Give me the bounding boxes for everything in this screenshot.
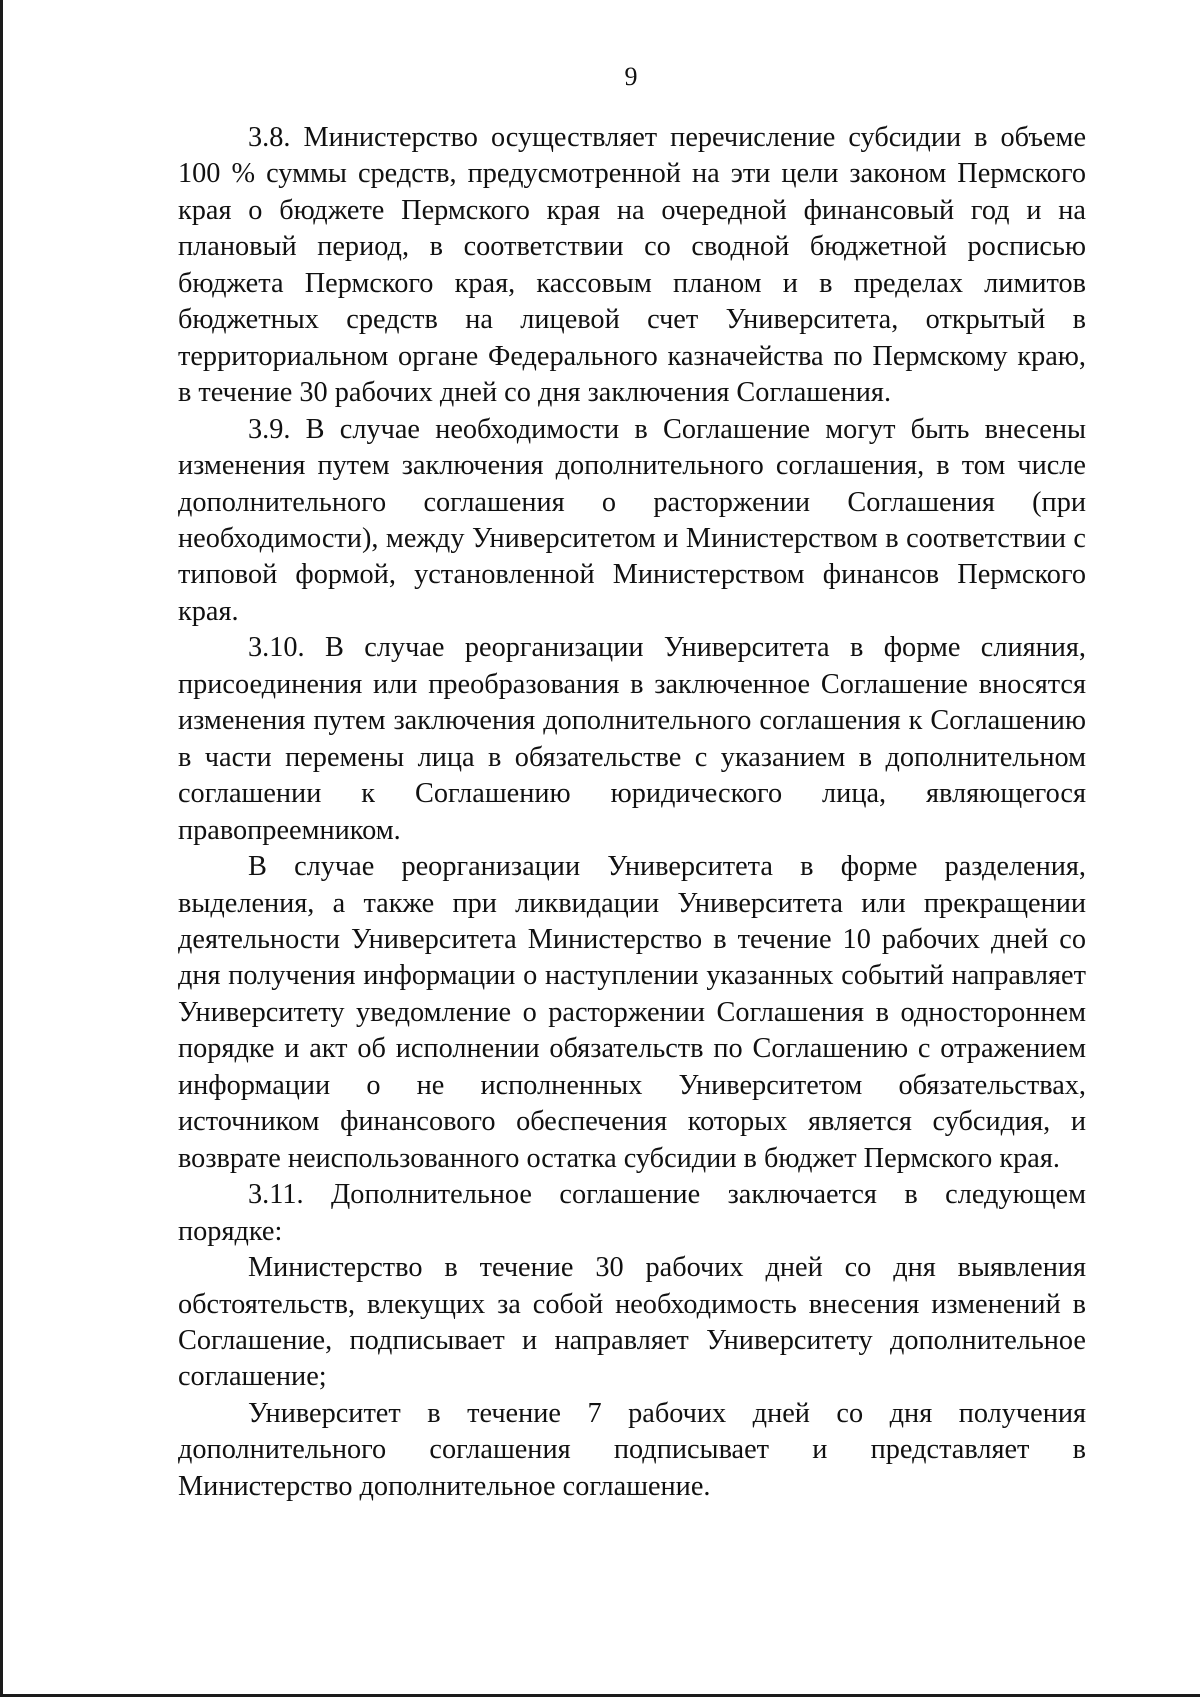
paragraph-3-10: 3.10. В случае реорганизации Университета в форме слияния, присоединения или преобразования в заключенное Соглашение вносятся изменения путем заключения дополнительного соглашения к Соглашению в части перемены лица в обязательстве с указанием в дополнительном соглашении к Соглашению юридического лица, являющегося правопреемником.	[178, 632, 1086, 846]
document-body	[178, 120, 1086, 1505]
paragraph-3-11-university: Университет в течение 7 рабочих дней со дня получения дополнительного соглашения подписывает и представляет в Министерство дополнительное соглашение.	[178, 1397, 1086, 1502]
paragraph-3-8: 3.8. Министерство осуществляет перечисление субсидии в объеме 100 % суммы средств, предусмотренной на эти цели законом Пермского края о бюджете Пермского края на очередной финансовый год и на плановый период, в соответствии со сводной бюджетной росписью бюджета Пермского края, кассовым планом и в пределах лимитов бюджетных средств на лицевой счет Университета, открытый в территориальном органе Федерального казначейства по Пермскому краю, в течение 30 рабочих дней со дня заключения Соглашения.	[178, 122, 1086, 409]
paragraph-3-10-continued: В случае реорганизации Университета в форме разделения, выделения, а также при ликвидации Университета или прекращении деятельности Университета Министерство в течение 10 рабочих дней со дня получения информации о наступлении указанных событий направляет Университету уведомление о расторжении Соглашения в одностороннем порядке и акт об исполнении обязательств по Соглашению с отражением информации о не исполненных Университетом обязательствах, источником финансового обеспечения которых является субсидия, и возврате неиспользованного остатка субсидии в бюджет Пермского края.	[178, 851, 1086, 1174]
page-number: 9	[624, 62, 638, 91]
paragraph-3-11-ministry: Министерство в течение 30 рабочих дней со дня выявления обстоятельств, влекущих за собой необходимость внесения изменений в Соглашение, подписывает и направляет Университету дополнительное соглашение;	[178, 1252, 1086, 1393]
paragraph-3-9: 3.9. В случае необходимости в Соглашение могут быть внесены изменения путем заключения дополнительного соглашения, в том числе дополнительного соглашения о расторжении Соглашения (при необходимости), между Университетом и Министерством в соответствии с типовой формой, установленной Министерством финансов Пермского края.	[178, 413, 1086, 627]
paragraph-3-11: 3.11. Дополнительное соглашение заключается в следующем порядке:	[178, 1179, 1086, 1247]
scan-border-left	[0, 0, 3, 1697]
